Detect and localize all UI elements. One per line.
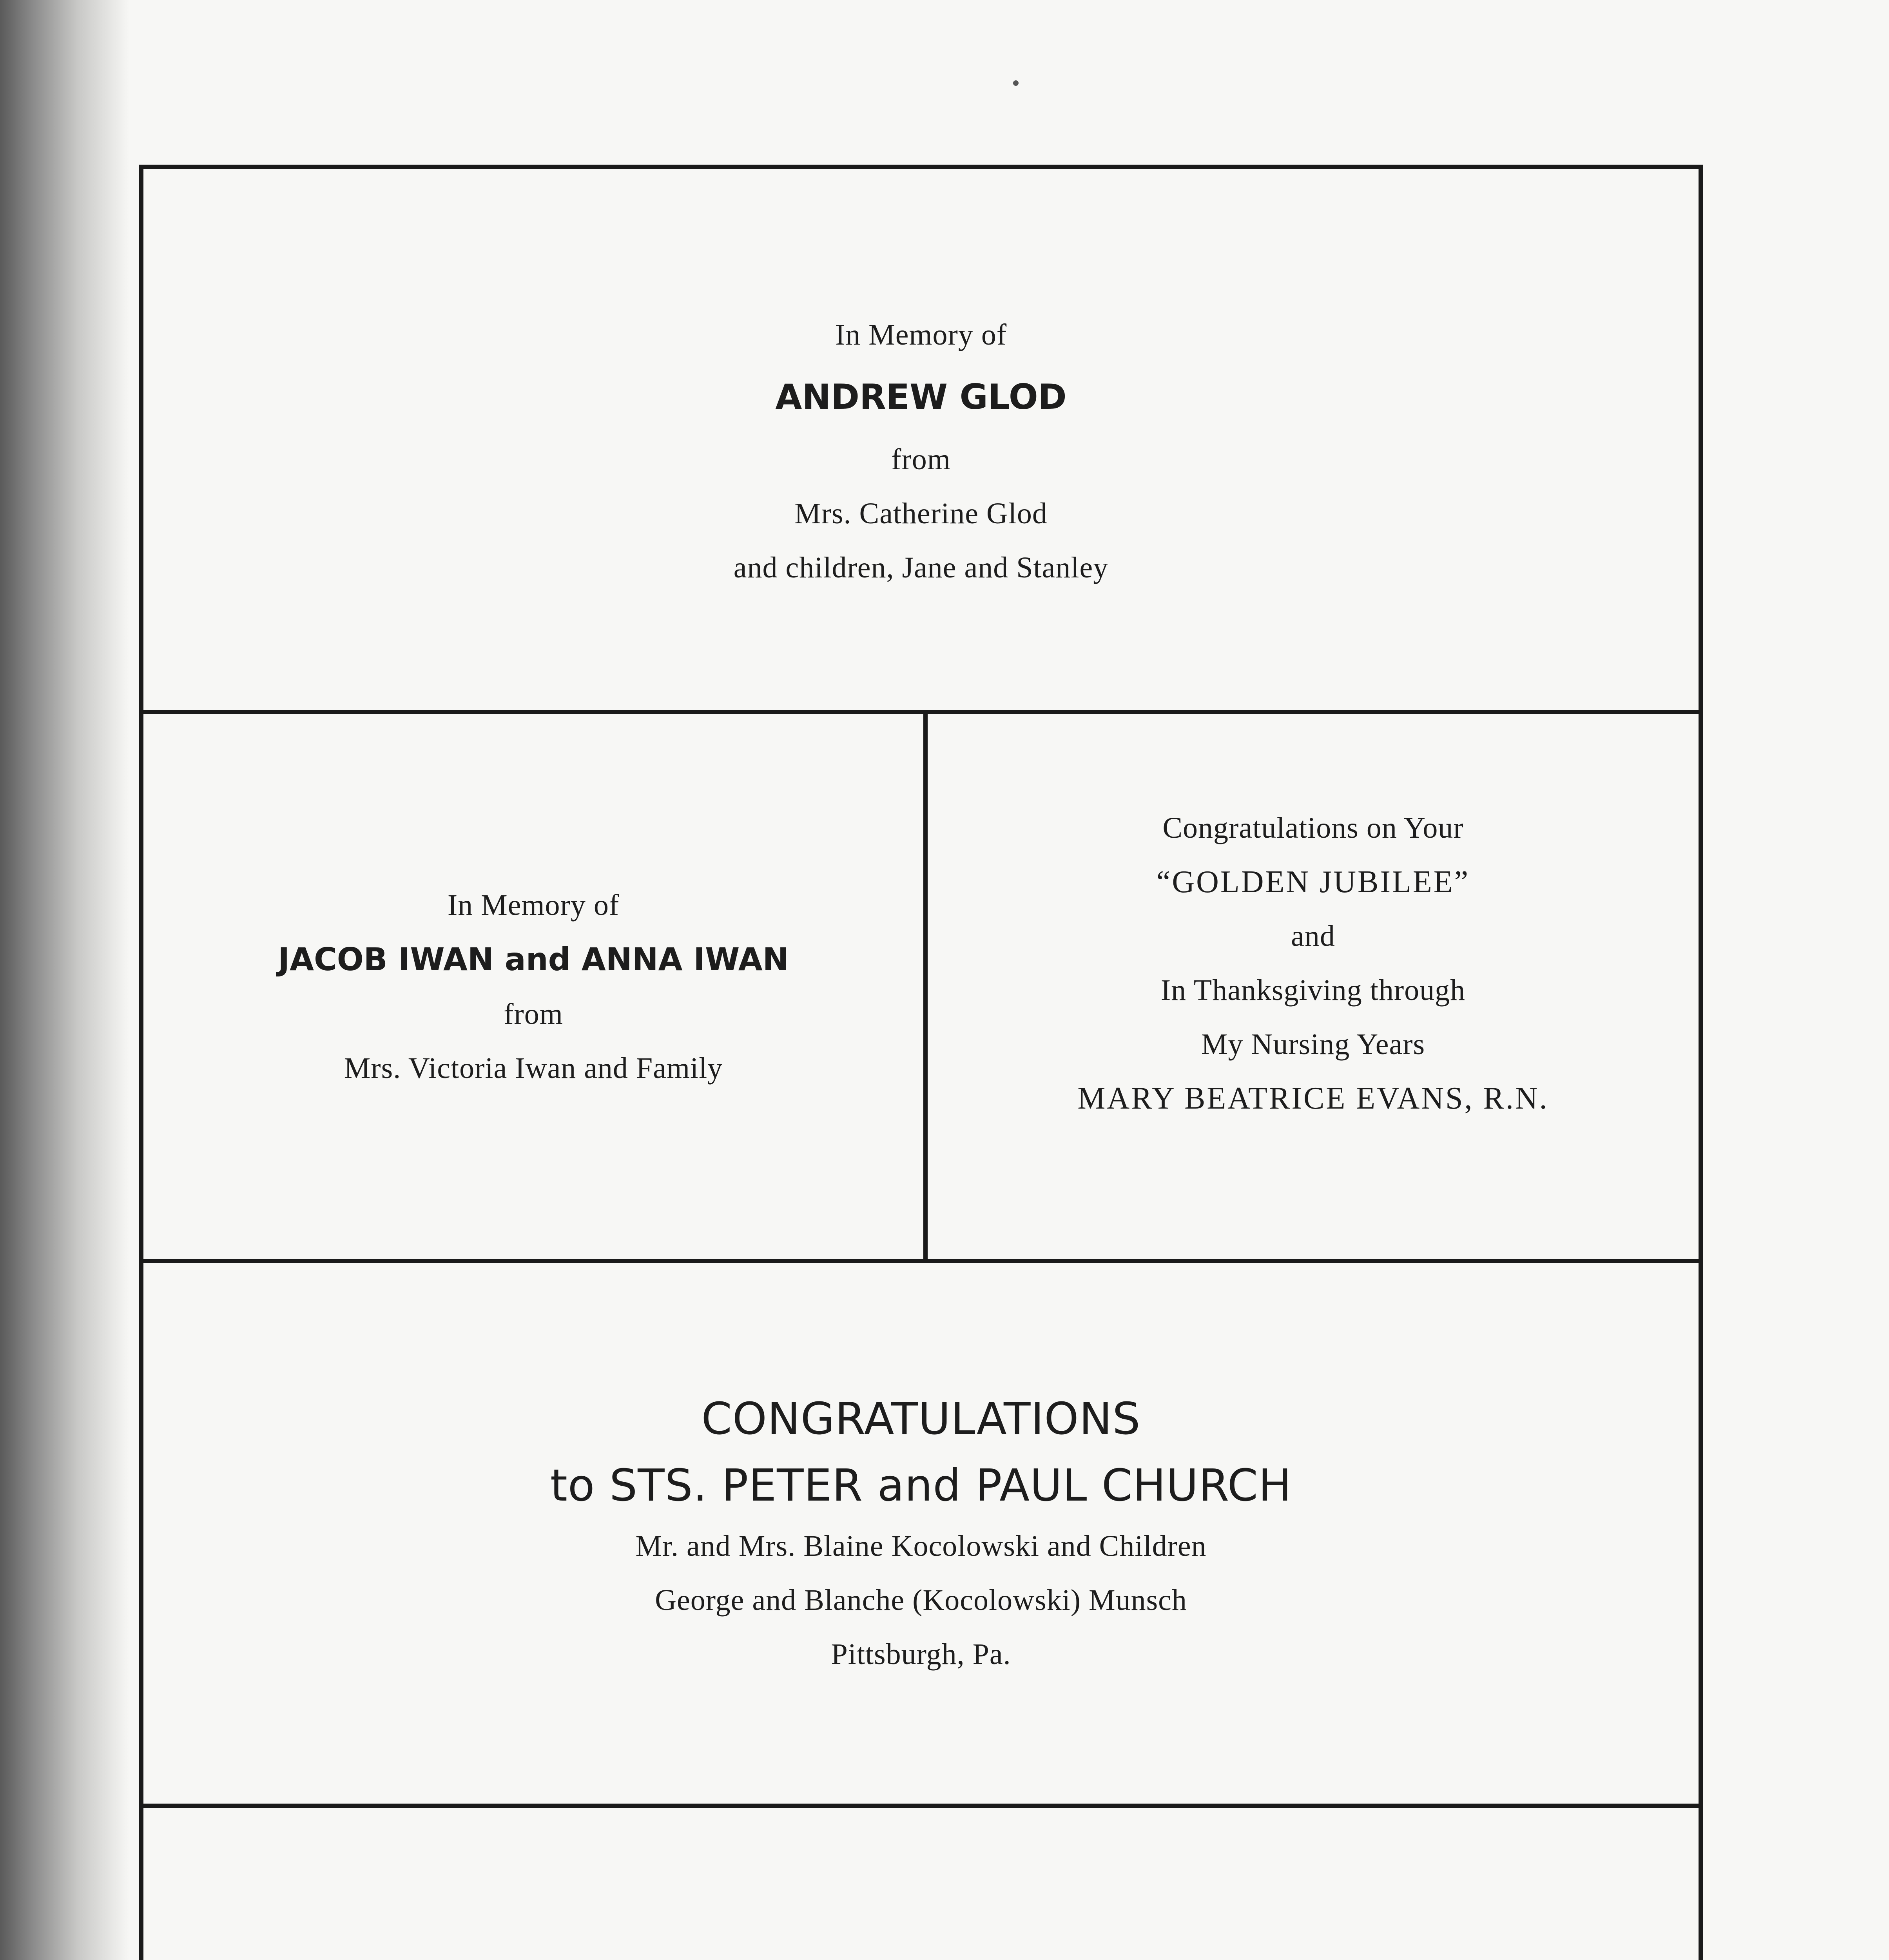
location-line: Pittsburgh, Pa. [831,1638,1011,1671]
divider-line [143,1259,1699,1263]
donor-line: Mr. and Mrs. Blaine Kocolowski and Children [635,1530,1207,1563]
from-label: from [891,443,951,476]
panel-heading: In Memory of [447,889,620,922]
panel-heading: In Memory of [835,318,1007,351]
signature: MARY BEATRICE EVANS, R.N. [1077,1081,1549,1116]
donor-line: and children, Jane and Stanley [733,551,1109,584]
thanksgiving-line: In Thanksgiving through [1160,974,1466,1007]
memorial-ad-page [139,165,1703,1960]
panel-zakrzewski [143,1808,1699,1960]
scan-edge-shadow [0,0,129,1960]
congratulations-title: CONGRATULATIONS [701,1394,1141,1445]
nursing-line: My Nursing Years [1201,1028,1425,1061]
panel-kocolowski [143,1263,1699,1804]
donor-line: Mrs. Victoria Iwan and Family [344,1052,723,1085]
jubilee-line: “GOLDEN JUBILEE” [1156,865,1470,899]
donor-line: George and Blanche (Kocolowski) Munsch [655,1584,1187,1617]
panel-andrew-glod [143,169,1699,710]
paper-speck [1013,80,1019,86]
memorial-name: ANDREW GLOD [775,377,1067,417]
panel-heading [758,1950,1084,1960]
divider-line [923,710,928,1259]
donor-line: Mrs. Catherine Glod [794,497,1048,530]
church-title: to STS. PETER and PAUL CHURCH [550,1460,1292,1511]
memorial-name: JACOB IWAN and ANNA IWAN [278,941,789,978]
panel-iwan [143,714,923,1259]
divider-line [143,710,1699,714]
from-label: from [504,998,563,1031]
divider-line [143,1804,1699,1808]
and-line: and [1291,920,1335,953]
congrats-line: Congratulations on Your [1162,811,1464,844]
panel-evans [928,714,1699,1259]
